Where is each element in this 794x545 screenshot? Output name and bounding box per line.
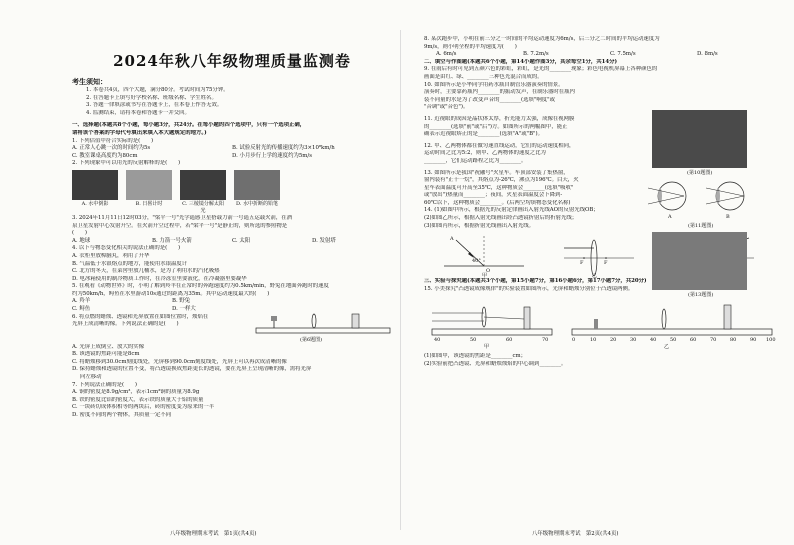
q8-option-b: B. 7.2m/s (523, 51, 549, 58)
q3-option-b: B. 力箭一号火箭 (152, 237, 192, 244)
q1-option-d: D. 小月步行上学的速度约为5m/s (232, 152, 312, 159)
q11-line: 11. 近视眼的成因是晶状体太厚，折光能力太强，成像在视网膜 (424, 115, 575, 122)
q3-line: 3. 2024年11月11日12时03分，"梁平一号"光学遥感卫星搭载力箭一号遥五运载火箭，在酒 (72, 214, 293, 221)
label-f: F (604, 260, 608, 267)
q5-option-c: C. 鲟鱼 (72, 306, 91, 313)
q8-line: 9m/s，则小明全程的平均速度为( ) (424, 43, 517, 50)
q8-option-a: A. 6m/s (436, 51, 457, 58)
sundial-photo (126, 170, 172, 200)
label-a: A (668, 214, 672, 220)
q13-line: 星车表面温度可升高至35℃，这种物质会________(选填"吸收" (424, 184, 574, 191)
q2-stem: 2. 下列现象中可以用光的反射解释的是( ) (72, 160, 181, 167)
q10-line: 装不同量的水是为了改变声音的________(选填"响度"或 (424, 96, 556, 103)
q14-line: (2)如图乙所示，根据入射光线画出经凸透镜折射后的折射光线； (424, 215, 578, 222)
ruler-tick: 40 (434, 337, 441, 344)
q8-option-d: D. 8m/s (697, 51, 718, 58)
page-title: 2024年秋八年级物理质量监测卷 (113, 52, 351, 70)
q2-caption-a: A. 水中倒影 (81, 200, 109, 207)
q1-options (72, 145, 392, 160)
q3-line: 泉卫星发射中心发射升空。在火箭升空过程中，若"梁平一号"是静止的，则所选的参照物是 (72, 222, 288, 229)
section2-heading: 二、填空与作图题(本题共6个小题，第14小题作图3分，其余每空1分，共14分) (424, 58, 618, 65)
q15-stem: 15. 小美探究"凸透镜成像规律"的实验装置如图所示，光屏和蜡烛分别位于凸透镜两侧。 (424, 285, 634, 292)
q15-sub1: (1)如图甲，该透镜的焦距是________cm； (424, 353, 527, 360)
notice-list (72, 87, 392, 117)
q3-option-d: D. 发射塔 (312, 237, 336, 244)
q3-options (72, 238, 392, 246)
right-page (402, 0, 794, 545)
ruler-tick: 20 (610, 337, 617, 344)
notice-item: 4. 监测结束，请将本卷和答题卡一并交回。 (86, 109, 190, 116)
ruler-tick: 90 (750, 337, 757, 344)
q6-option-d-cont: 向左移动 (80, 374, 102, 381)
q10-line: 演奏时，主要靠药瓶内________的振动发声，在制乐器时在瓶内 (424, 89, 575, 96)
section1-heading: 一、选择题(本题共8个小题，每小题3分，共24分。在每小题的四个选项中，只有一个选项正确， (72, 122, 306, 129)
q15-sub2: (2)实验前把凸透镜、光屏和蜡烛烛焰的中心调到________。 (424, 361, 567, 368)
prism-photo (180, 170, 226, 200)
q6-line: 光屏上成清晰的像。下列说法正确的是( ) (72, 321, 179, 328)
q8-line: 8. 某次跑步中，小明在前三分之一时间的平均运动速度为6m/s，后三分之二时间的平均运动速度为 (424, 36, 660, 42)
reflection-photo (72, 170, 118, 200)
q11-line: 的________(选填"前"或"后")方。如图所示的两幅图中，能正 (424, 123, 568, 130)
q5-line: 约为50km/h，鲟鱼在水里游动10s通过的距离为35m。其中运动速度最大的( ) (72, 290, 270, 297)
q4-option-a: A. 衣柜里放樟脑丸，利用了升华 (72, 252, 150, 259)
section1-heading-cont: 请将该个答案的字母代号填出来填入本大题规定的地方。) (72, 129, 207, 136)
q1-option-b: B. 试验反射光的传播速度约为3×10⁸km/h (232, 145, 335, 152)
notice-item: 3. 答题一律填涂或书写在答题卡上，在本卷上作答无效。 (86, 102, 223, 109)
q12-line: 12. 甲、乙两物体都在做匀速直线运动，它们的运动速度相同， (424, 142, 575, 149)
q13-line: 或"放出")热量而________；夜间，火星表面温度会下降到- (424, 192, 563, 199)
q1-option-c: C. 教室课桌高度约为80cm (72, 152, 138, 159)
q8-option-c: C. 7.5m/s (610, 51, 636, 58)
label-a: A (450, 236, 454, 243)
q6-block (72, 314, 392, 344)
ruler-tick: 60 (690, 337, 697, 344)
q7-stem: 7. 下列说法正确的是( ) (72, 381, 137, 388)
q12-line: 运动时间之比为5:2，则甲、乙两物体的速度之比为 (424, 150, 546, 157)
q7-option-b: B. 铁的密度比铝的密度大，表示铁的质量大于铝的质量 (72, 396, 204, 403)
q5-line: 5. 在观看《动物世界》时，小明了解到羚羊在正常时的奔跑速度约为0.5km/min，野兔在地面奔跑时的速度 (72, 283, 329, 290)
q5-options (72, 298, 272, 313)
q2-caption-b: B. 日晷计时 (135, 200, 163, 207)
q5-option-a: A. 羚羊 (72, 298, 91, 305)
q10-line: 10. 如图所示是小华同学用药水瓶自制管乐器演奏的情景。 (424, 81, 564, 88)
fig13-caption: (第13题图) (688, 292, 714, 298)
caption-jia: 甲 (482, 273, 488, 280)
page-footer-right: 八年级物理期末考试 第2页(共4页) (532, 531, 619, 537)
fig10-caption: (第10题图) (687, 170, 713, 176)
q4-stem: 4. 以下与物态变化相关的说法正确的是( ) (72, 245, 181, 252)
q4-option-c: C. 北方的冬天，在菜窖里放几桶水，是为了利用水的汽化吸热 (72, 268, 220, 275)
q14-line: (3)如图丙所示，根据折射光线画出入射光线。 (424, 222, 535, 229)
q7-option-c: C. 一块砖切成体积相等的两块后，砖的密度变为原来的一半 (72, 404, 215, 411)
q5-option-b: B. 野兔 (172, 298, 191, 305)
instrument-photo (652, 110, 747, 168)
q10-block (424, 82, 659, 112)
ruler-tick: 30 (630, 337, 637, 344)
label-b: B (726, 214, 730, 220)
q15-figures (424, 293, 784, 349)
q4-option-d: D. 电冰箱使用的制冷物质工作时，在冷冻室里要液化，在冷凝器里要凝华 (72, 275, 247, 282)
ruler-tick: 50 (670, 337, 677, 344)
q9-line: 画面是由红、绿、________三种色光混合而成的。 (424, 73, 543, 80)
fig11-caption: (第11题图) (688, 223, 714, 229)
q3-option-a: A. 地球 (72, 237, 91, 244)
ruler-tick: 40 (650, 337, 657, 344)
q6-option-d: D. 保持蜡烛和透镜的位置不变，将凸透镜换成焦距更长的透镜，要在光屏上呈现清晰的像，需将光屏 (72, 366, 312, 373)
q6-option-a: A. 光屏上成倒立、放大的实像 (72, 343, 145, 350)
q14-line: 14. (1)如图甲所示，根据光的反射定律画出入射光线AO的反射光线OB； (424, 207, 599, 214)
page-divider (400, 30, 401, 530)
caption-jia: 甲 (484, 344, 490, 351)
q6-option-c: C. 将蜡烛移到30.0cm刻度线处，光屏移到90.0cm刻度线处，光屏上可以再次成清晰的像 (72, 358, 287, 365)
caption-yi: 乙 (592, 273, 598, 280)
q7-option-a: A. 铜的密度是8.9g/cm³，表示1cm³铜的质量为8.9g (72, 389, 200, 396)
q13-block (424, 170, 669, 208)
label-f: F (580, 260, 584, 267)
label-angle: 40° (472, 258, 481, 265)
q4-option-b: B. 气温低于水银熔点的地方，能使用水银温度计 (72, 260, 188, 267)
q13-line: 13. 如图所示是我国"祝融号"火星车。车顶部安装了集热窗， (424, 169, 569, 176)
pencil-photo (234, 170, 280, 200)
q2-caption-d: D. 水中折断的铅笔 (235, 200, 278, 207)
q6-figure-caption: (第6题图) (300, 336, 323, 343)
label-o: O (486, 268, 491, 275)
q2-images (72, 170, 392, 214)
ruler-tick: 0 (572, 337, 576, 344)
eye-diagram (648, 178, 758, 214)
q8-options (424, 51, 784, 59)
q13-line: 60℃以下，这种物质会________。(后两空均填物态变化名称) (424, 199, 571, 206)
q13-line: 窗内装有"正十一烷"，其熔点为-26℃，沸点为196℃。白天，火 (424, 177, 579, 184)
q3-option-c: C. 太阳 (232, 237, 251, 244)
section3-heading: 三、实验与探究题(本题共3个小题，第15小题7分，第16小题6分，第17小题7分，共20分) (424, 278, 647, 285)
q7-option-d: D. 密度不同的两个物体，其质量一定不同 (72, 412, 172, 418)
ruler-tick: 60 (506, 337, 513, 344)
q5-option-d: D. 一样大 (172, 306, 196, 313)
q6-option-b: B. 该透镜的焦距可能是8cm (72, 351, 140, 358)
mars-rover-photo (652, 232, 747, 290)
ruler-tick: 80 (730, 337, 737, 344)
ruler-tick: 50 (470, 337, 477, 344)
ruler-tick: 70 (542, 337, 549, 344)
notice-item: 1. 本卷共4页，四个大题，满分80分。考试时间为75分钟。 (86, 87, 229, 93)
q2-caption-c: C. 三棱镜分解太阳光 (182, 200, 224, 214)
q6-line: 6. 将点燃的蜡烛、透镜和光屏放置在如图位置时，烛焰在 (72, 313, 209, 320)
q10-line: "音调"或"音色")。 (424, 104, 469, 111)
page-footer-left: 八年级物理期末考试 第1页(共4页) (170, 531, 257, 537)
ruler-tick: 100 (766, 337, 776, 344)
q1-option-a: A. 正常人心跳一次的时间约为5s (72, 145, 151, 152)
notice-heading: 考生须知： (72, 77, 107, 86)
caption-yi: 乙 (664, 344, 670, 351)
ruler-tick: 70 (710, 337, 717, 344)
q11-line: 确表示近视眼矫正的是________(选填"A"或"B")。 (424, 131, 544, 138)
q1-stem: 1. 下列估值中符合实际的是( ) (72, 137, 154, 144)
ruler-tick: 10 (590, 337, 597, 344)
q12-block (424, 143, 659, 166)
q12-line: ________，它们运动路程之比为________。 (424, 157, 527, 164)
optical-bench-figure (254, 308, 394, 338)
q11-block (424, 116, 659, 139)
notice-item: 2. 在答题卡上填写好学校名称、班级名称、学生姓名。 (86, 94, 217, 101)
q3-line: ( ) (72, 230, 87, 237)
q9-line: 9. 在雨后有时可见到五颜六色的彩虹，彩虹，是光的________现象；彩色电视机屏幕上各种颜色的 (424, 66, 658, 73)
